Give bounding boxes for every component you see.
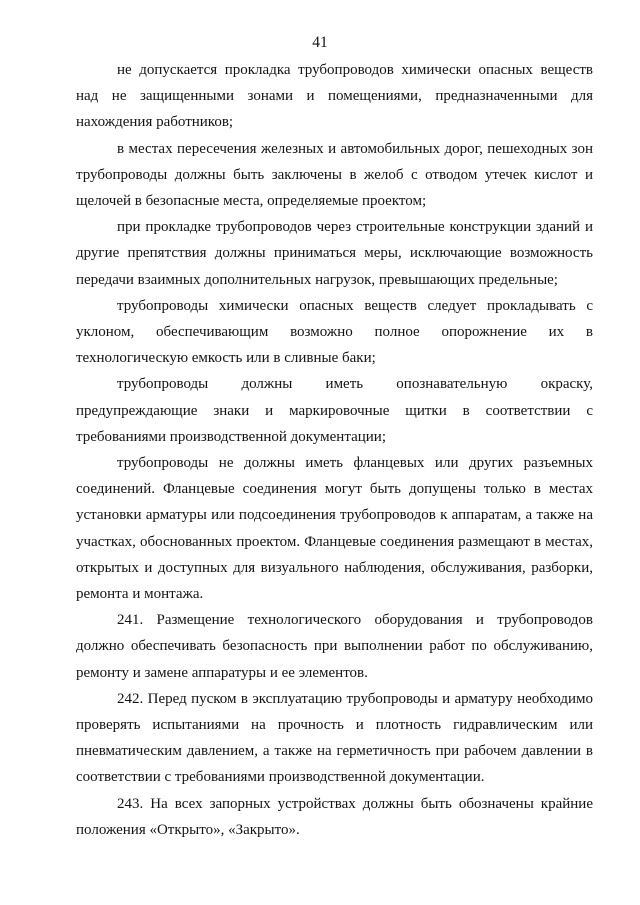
page-number: 41 [312, 34, 328, 51]
paragraph-clause-241: 241. Размещение технологического оборудования и трубопроводов должно обеспечивать безопасность при выполнении работ по обслуживанию, ремонту и замене аппаратуры и ее элементов. [76, 612, 593, 681]
paragraph-pipeline-slope: трубопроводы химически опасных веществ следует прокладывать с уклоном, обеспечивающим возможно полное опорожнение их в технологическую емкость или в сливные баки; [76, 297, 593, 367]
paragraph-pipeline-road-crossings: в местах пересечения железных и автомобильных дорог, пешеходных зон трубопроводы должны быть заключены в желоб с отводом утечек кислот и щелочей в безопасные места, определяемые проектом; [76, 140, 593, 210]
document-body [76, 57, 593, 843]
paragraph-pipeline-building-structures: при прокладке трубопроводов через строительные конструкции зданий и другие препятствия должны приниматься меры, исключающие возможность передачи взаимных дополнительных нагрузок, превышающих предельные; [76, 219, 593, 288]
paragraph-clause-242: 242. Перед пуском в эксплуатацию трубопроводы и арматуру необходимо проверять испытаниями на прочность и плотность гидравлическим или пневматическим давлением, а также на герметичность при рабочем давлении в соответствии с требованиями производственной документации. [76, 690, 593, 786]
paragraph-pipeline-flange-connections: трубопроводы не должны иметь фланцевых или других разъемных соединений. Фланцевые соединения могут быть допущены только в местах установки арматуры или подсоединения трубопроводов к аппаратам, а также на участках, обоснованных проектом. Фланцевые соединения размещают в местах, открытых и доступных для визуального наблюдения, обслуживания, разборки, ремонта и монтажа. [76, 455, 593, 603]
paragraph-pipeline-marking: трубопроводы должны иметь опознавательную окраску, предупреждающие знаки и маркировочные щитки в соответствии с требованиями производственной документации; [76, 376, 593, 445]
paragraph-pipeline-no-unprotected-zones: не допускается прокладка трубопроводов химически опасных веществ над не защищенными зонами и помещениями, предназначенными для нахождения работников; [76, 62, 593, 131]
paragraph-clause-243: 243. На всех запорных устройствах должны быть обозначены крайние положения «Открыто», «Закрыто». [76, 795, 593, 838]
